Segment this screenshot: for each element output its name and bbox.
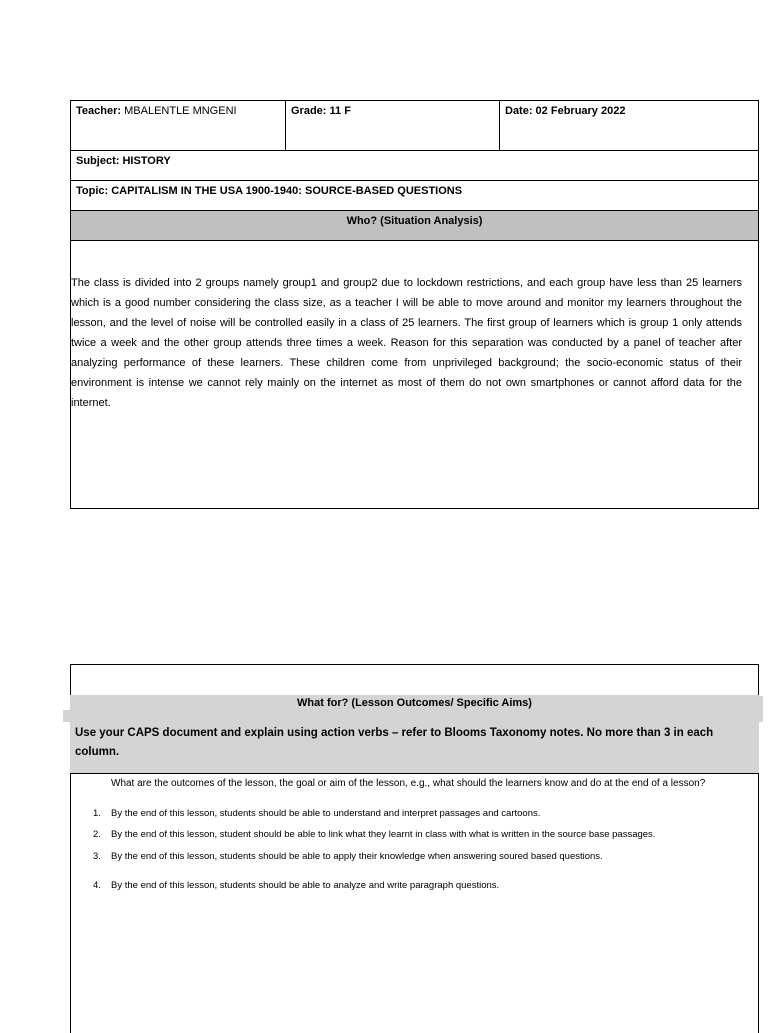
list-item-number: 3. — [93, 851, 101, 862]
subject-cell — [70, 150, 759, 181]
teacher-name: MBALENTLE MNGENI — [124, 105, 237, 117]
teacher-label: Teacher: — [76, 105, 122, 117]
grade-cell — [285, 100, 500, 151]
situation-heading: Who? (Situation Analysis) — [346, 215, 483, 227]
grade-text: Grade: 11 F — [291, 105, 351, 117]
date-cell — [499, 100, 759, 151]
topic-text: Topic: CAPITALISM IN THE USA 1900-1940: SOURCE-BASED QUESTIONS — [76, 185, 463, 197]
topic-cell — [70, 180, 759, 211]
outcomes-grey-tab — [63, 710, 71, 722]
outcomes-body-cell — [70, 773, 759, 1033]
subject-text: Subject: HISTORY — [76, 155, 171, 167]
list-item-text: By the end of this lesson, students should be able to analyze and write paragraph questions. — [111, 880, 500, 891]
date-text: Date: 02 February 2022 — [505, 105, 626, 117]
teacher-cell — [70, 100, 286, 151]
list-item-text: By the end of this lesson, students should be able to understand and interpret passages and cartoons. — [111, 808, 541, 819]
situation-body-cell — [70, 240, 759, 509]
outcomes-instruction: Use your CAPS document and explain using action verbs – refer to Blooms Taxonomy notes. No more than 3 in each column. — [75, 727, 714, 758]
list-item-text: By the end of this lesson, student should be able to link what they learnt in class with what is written in the source base passages. — [111, 829, 656, 840]
outcomes-top-empty-row — [70, 664, 759, 696]
situation-heading-cell — [70, 210, 759, 241]
list-item-text: By the end of this lesson, students should be able to apply their knowledge when answering soured based questions. — [111, 851, 603, 862]
outcomes-heading: What for? (Lesson Outcomes/ Specific Aims) — [297, 697, 532, 709]
list-item-number: 1. — [93, 808, 101, 819]
list-item-number: 4. — [93, 880, 101, 891]
lesson-plan-table-1 — [70, 100, 759, 509]
outcomes-list — [93, 808, 753, 928]
list-item-number: 2. — [93, 829, 101, 840]
outcomes-question: What are the outcomes of the lesson, the goal or aim of the lesson, e.g., what should the learners know and do at the end of a lesson? — [111, 778, 706, 789]
situation-paragraph: The class is divided into 2 groups namely group1 and group2 due to lockdown restrictions, and each group have less than 25 learners which is a good number considering the class size, as a teacher I will be able to move around and monitor my learners throughout the lesson, and the level of noise will be controlled easily in a class of 25 learners. The first group of learners which is group 1 only attends twice a week and the other group attends three times a week. Reason for this separation was conducted by a panel of teacher after analyzing performance of these learners. These children come from unprivileged background; the socio-economic status of their environment is intense we cannot rely mainly on the internet as most of them do not own smartphones or cannot afford data for the internet. — [71, 277, 742, 409]
